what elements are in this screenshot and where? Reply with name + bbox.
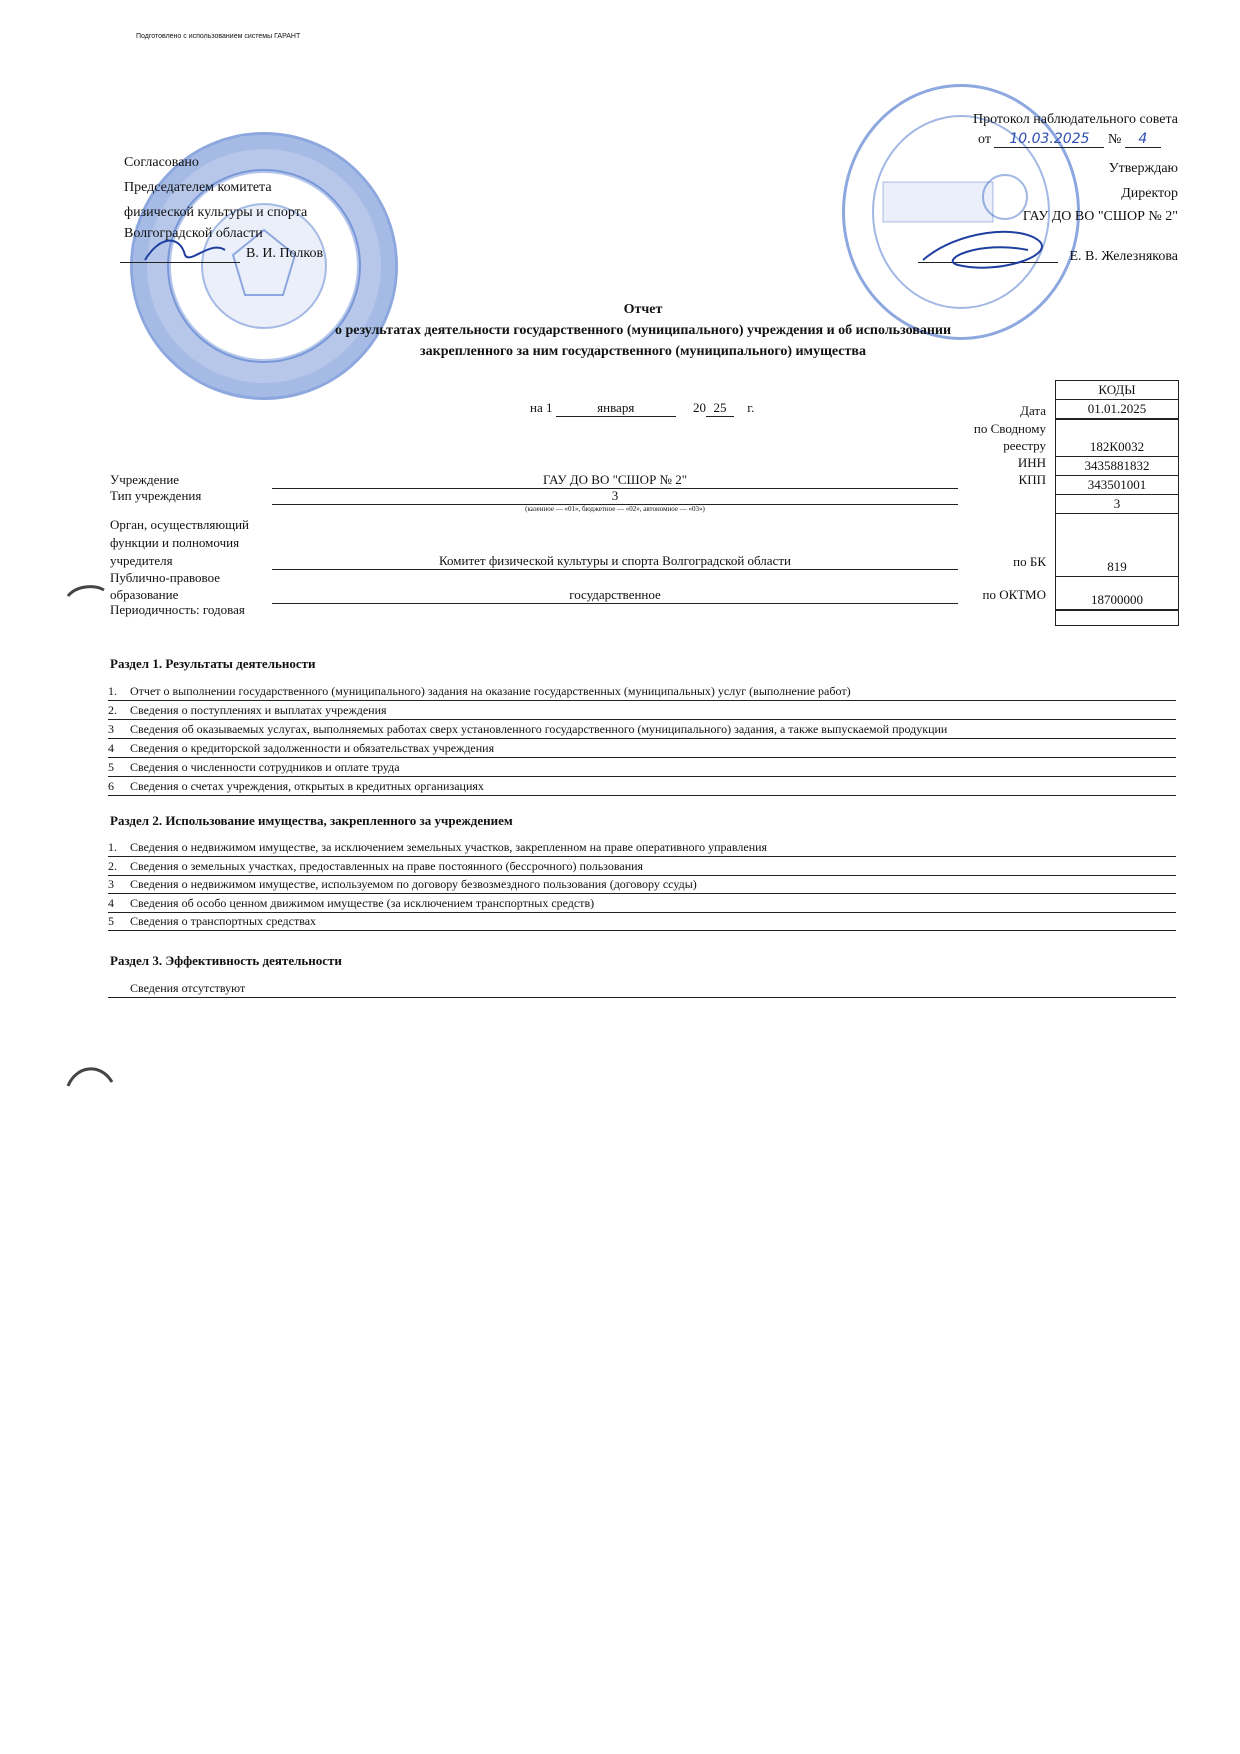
section3-row <box>108 980 1176 998</box>
organ-label1: Орган, осуществляющий <box>110 517 249 532</box>
agree-signature <box>140 230 230 270</box>
protocol-date-handwritten: 10.03.2025 <box>994 131 1104 148</box>
list-item-text: Сведения о кредиторской задолженности и обязательствах учреждения <box>130 741 495 755</box>
institution-value: ГАУ ДО ВО "СШОР № 2" <box>272 472 958 489</box>
report-title-line2: о результатах деятельности государственного (муниципального) учреждения и об использовании <box>334 323 952 338</box>
date-month: января <box>556 400 676 417</box>
list-item <box>108 759 1176 777</box>
agree-signer: В. И. Полков <box>246 246 324 261</box>
section2-title: Раздел 2. Использование имущества, закрепленного за учреждением <box>110 813 513 828</box>
list-item-number: 2. <box>108 703 117 717</box>
code-oktmo: 18700000 <box>1056 591 1178 610</box>
date-year-prefix: 20 <box>692 400 706 415</box>
list-item-number: 1. <box>108 684 117 698</box>
punch-mark-top <box>66 582 106 602</box>
type-value: 3 <box>272 488 958 505</box>
institution-label: Учреждение <box>110 472 180 487</box>
list-item <box>108 913 1176 931</box>
agree-line4: Волгоградской области <box>124 226 263 241</box>
protocol-from-label: от <box>978 132 991 147</box>
list-item-number: 2. <box>108 858 117 873</box>
list-item-number: 1. <box>108 840 117 854</box>
protocol-title: Протокол наблюдательного совета <box>973 112 1178 127</box>
codes-header: КОДЫ <box>1056 381 1178 400</box>
code-kpp: 343501001 <box>1056 476 1178 495</box>
list-item-text: Отчет о выполнении государственного (муниципального) задания на оказание государственных (муниципальных) услуг (выполнение работ) <box>130 684 851 698</box>
report-title-line3: закрепленного за ним государственного (муниципального) имущества <box>420 344 866 359</box>
report-date-line <box>530 400 754 417</box>
code-bk: 819 <box>1056 558 1178 577</box>
protocol-num-handwritten: 4 <box>1125 131 1161 148</box>
top-note: Подготовлено с использованием системы ГАРАНТ <box>136 33 301 40</box>
date-year: 25 <box>706 400 734 417</box>
list-item-number: 4 <box>108 741 114 755</box>
section3-text: Сведения отсутствуют <box>130 981 246 995</box>
code-public-spacer <box>1056 577 1178 591</box>
code-period-empty <box>1056 610 1178 625</box>
list-item-text: Сведения об оказываемых услугах, выполняемых работах сверх установленного государственного (муниципального) задания, а также выпускаемой продукции <box>130 722 948 736</box>
code-inn: 3435881832 <box>1056 457 1178 476</box>
approve-line3: ГАУ ДО ВО "СШОР № 2" <box>1022 209 1178 224</box>
codes-bk-label: по БК <box>1013 554 1046 569</box>
list-item-number: 5 <box>108 760 114 774</box>
period-label: Периодичность: годовая <box>110 602 245 617</box>
list-item-text: Сведения о поступлениях и выплатах учреждения <box>130 703 387 717</box>
codes-box <box>1055 380 1179 626</box>
public-value: государственное <box>272 587 958 604</box>
agree-line3: физической культуры и спорта <box>124 205 308 220</box>
code-date: 01.01.2025 <box>1056 400 1178 420</box>
organ-label2: функции и полномочия <box>110 535 240 550</box>
list-item-text: Сведения об особо ценном движимом имуществе (за исключением транспортных средств) <box>130 895 595 910</box>
report-title: Отчет <box>623 302 663 317</box>
code-type: 3 <box>1056 495 1178 514</box>
punch-mark-bottom <box>66 1060 116 1090</box>
list-item <box>108 839 1176 857</box>
approve-line2: Директор <box>1121 186 1178 201</box>
approve-signer: Е. В. Железнякова <box>1069 249 1178 264</box>
list-item-number: 6 <box>108 779 114 793</box>
type-label: Тип учреждения <box>110 488 202 503</box>
list-item-text: Сведения о счетах учреждения, открытых в кредитных организациях <box>130 779 484 793</box>
organ-value: Комитет физической культуры и спорта Волгоградской области <box>272 553 958 570</box>
codes-inn-label: ИНН <box>1017 455 1046 470</box>
code-registry-spacer <box>1056 420 1178 438</box>
codes-date-label: Дата <box>1020 403 1046 418</box>
list-item-text: Сведения о численности сотрудников и оплате труда <box>130 760 400 774</box>
code-organ-spacer <box>1056 514 1178 558</box>
codes-registry-label2: реестру <box>1003 438 1046 453</box>
code-registry: 182К0032 <box>1056 438 1178 457</box>
codes-kpp-label: КПП <box>1018 472 1046 487</box>
codes-registry-label1: по Сводному <box>973 421 1046 436</box>
approve-line1: Утверждаю <box>1108 161 1178 176</box>
list-item <box>108 778 1176 796</box>
list-item <box>108 740 1176 758</box>
list-item-text: Сведения о транспортных средствах <box>130 914 317 928</box>
list-item <box>108 721 1176 739</box>
list-item-number: 5 <box>108 914 114 928</box>
protocol-num-label: № <box>1107 132 1122 147</box>
list-item <box>108 683 1176 701</box>
list-item-text: Сведения о земельных участках, предоставленных на праве постоянного (бессрочного) пользования <box>130 858 644 873</box>
public-label1: Публично-правовое <box>110 570 221 585</box>
approve-signature <box>918 220 1068 280</box>
list-item <box>108 895 1176 913</box>
protocol-date-line <box>978 131 1178 149</box>
organ-label3: учредителя <box>110 553 173 568</box>
list-item-number: 3 <box>108 722 114 736</box>
codes-oktmo-label: по ОКТМО <box>982 587 1046 602</box>
list-item <box>108 858 1176 876</box>
section1-title: Раздел 1. Результаты деятельности <box>110 656 316 671</box>
date-prefix: на 1 <box>530 400 553 415</box>
list-item-text: Сведения о недвижимом имуществе, используемом по договору безвозмездного пользования (договору ссуды) <box>130 877 697 891</box>
date-suffix: г. <box>747 400 755 415</box>
list-item-number: 3 <box>108 877 114 891</box>
list-item <box>108 702 1176 720</box>
agree-line1: Согласовано <box>124 155 199 170</box>
list-item-number: 4 <box>108 895 114 910</box>
section3-title: Раздел 3. Эффективность деятельности <box>110 953 342 968</box>
list-item <box>108 876 1176 894</box>
list-item-text: Сведения о недвижимом имуществе, за исключением земельных участков, закрепленном на праве оперативного управления <box>130 840 768 854</box>
type-hint: (казенное — «01», бюджетное — «02», автономное — «03») <box>525 505 705 513</box>
agree-line2: Председателем комитета <box>124 180 272 195</box>
public-label2: образование <box>110 587 179 602</box>
